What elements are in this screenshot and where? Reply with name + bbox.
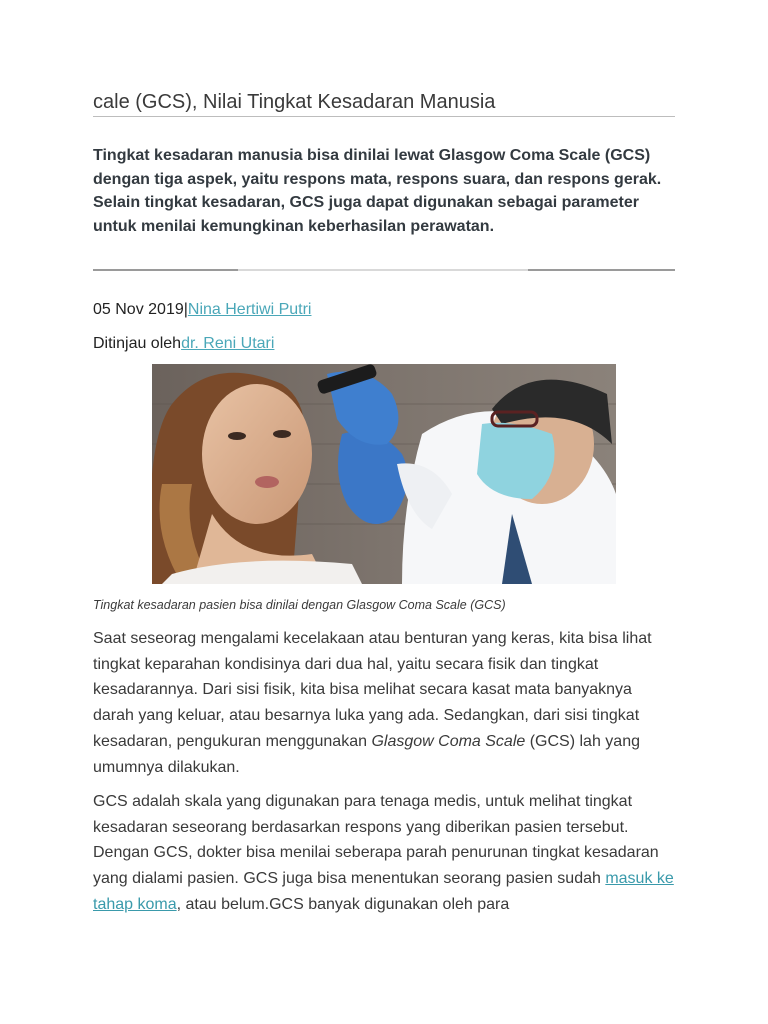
image-caption: Tingkat kesadaran pasien bisa dinilai dengan Glasgow Coma Scale (GCS) — [93, 598, 506, 612]
paragraph-text: (GCS) lah yang umumnya dilakukan. — [93, 732, 640, 776]
paragraph-text: Saat seseorag mengalami kecelakaan atau benturan yang keras, kita bisa lihat tingkat keparahan kondisinya dari dua hal, yaitu secara fisik dan tingkat kesadarannya. Dari sisi fisik, kita bisa melihat secara kasat mata banyaknya darah yang keluar, atau besarnya luka yang ada. Sedangkan, dari sisi tingkat kesadaran, pengukuran menggunakan — [93, 630, 652, 750]
photo-illustration — [152, 364, 616, 584]
reviewed-by-label: Ditinjau oleh — [93, 335, 182, 352]
lead-divider — [93, 269, 675, 271]
reviewed-by — [93, 333, 274, 355]
paragraph-text: GCS adalah skala yang digunakan para tenaga medis, untuk melihat tingkat kesadaran seseorang berdasarkan respons yang diberikan pasien tersebut. Dengan GCS, dokter bisa menilai seberapa parah penurunan tingkat kesadaran yang dialami pasien. GCS juga bisa menentukan seorang pasien sudah — [93, 793, 659, 888]
article-title: cale (GCS), Nilai Tingkat Kesadaran Manusia — [93, 91, 496, 113]
coma-stage-link[interactable]: masuk ke tahap koma — [93, 870, 674, 913]
byline — [93, 299, 311, 321]
body-paragraph-1 — [93, 626, 675, 780]
article-lead: Tingkat kesadaran manusia bisa dinilai lewat Glasgow Coma Scale (GCS) dengan tiga aspek, yaitu respons mata, respons suara, dan respons gerak. Selain tingkat kesadaran, GCS juga dapat digunakan sebagai parameter untuk menilai kemungkinan keberhasilan perawatan. — [93, 147, 662, 235]
title-divider — [93, 116, 675, 117]
gcs-term: Glasgow Coma Scale — [371, 732, 526, 750]
paragraph-text: , atau belum.GCS banyak digunakan oleh para — [176, 895, 510, 913]
reviewer-link[interactable]: dr. Reni Utari — [181, 335, 275, 352]
publish-date: 05 Nov 2019 — [93, 301, 184, 318]
byline-separator: | — [183, 301, 188, 318]
article-photo — [152, 364, 616, 584]
body-paragraph-2 — [93, 789, 675, 918]
author-link[interactable]: Nina Hertiwi Putri — [187, 301, 312, 318]
